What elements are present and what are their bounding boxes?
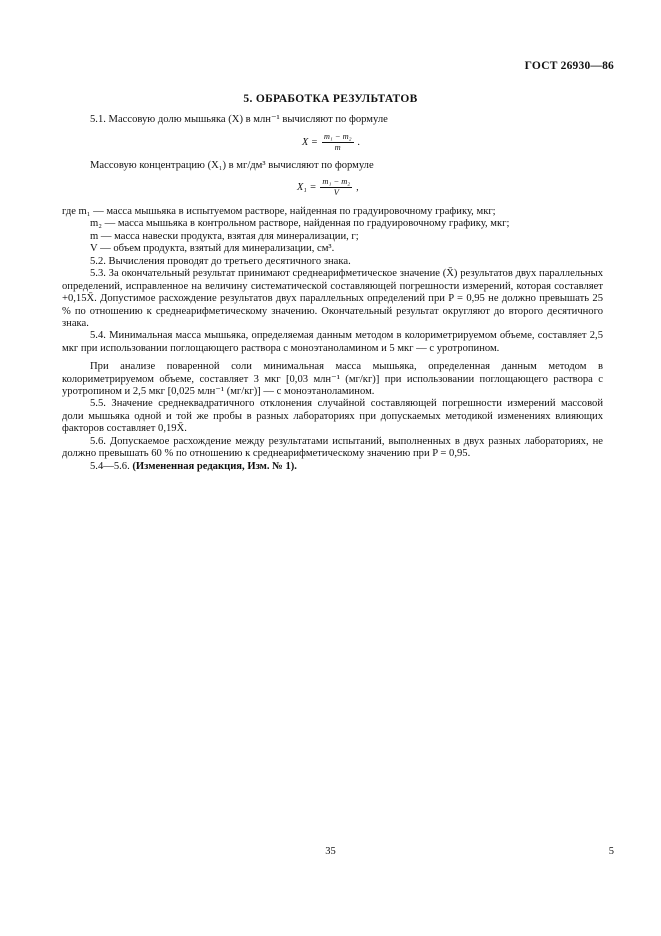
page-number-right: 5: [608, 846, 614, 857]
formula-1-tail: .: [357, 137, 361, 148]
section-title: 5. ОБРАБОТКА РЕЗУЛЬТАТОВ: [243, 93, 418, 105]
paragraph-concentration-text: Массовую концентрацию (X₁) в мг/дм³ вычисляют по формуле: [90, 160, 374, 171]
paragraph-5-5: 5.5. Значение среднеквадратичного отклонения случайной составляющей погрешности измерений массовой доли мышьяка одной и той же пробы в разных лабораториях при допускаемых методикой изменениях влияющих факторов составляет 0,19X̄.: [62, 398, 603, 435]
formula-2-lhs: X₁ =: [297, 182, 317, 193]
page-number-center: 35: [325, 846, 336, 857]
formula-2-denominator: V: [333, 188, 339, 197]
definition-m1: где m₁ — масса мышьяка в испытуемом растворе, найденная по градуировочному графику, мкг;: [62, 206, 496, 217]
paragraph-5-3: 5.3. За окончательный результат принимают среднеарифметическое значение (X̄) результатов двух параллельных определений, исправленное на величину систематической составляющей погрешности измерений, которая составляет +0,15X̄. Допустимое расхождение результатов двух параллельных определений при P = 0,95 не должно превышать 25 % по отношению к среднеарифметическому значению. Окончательный результат округляют до второго десятичного знака.: [62, 268, 603, 330]
document-header: ГОСТ 26930—86: [524, 60, 614, 72]
formula-1-numerator: m₁ − m₂: [323, 132, 352, 141]
paragraph-5-1: [62, 114, 603, 126]
definition-m2: m₂ — масса мышьяка в контрольном растворе, найденная по градуировочному графику, мкг;: [90, 218, 510, 230]
formula-2-fraction: [320, 177, 352, 198]
formula-2-numerator: m₁ − m₂: [322, 177, 351, 186]
formula-1-fraction: [322, 132, 354, 153]
paragraph-5-6: 5.6. Допускаемое расхождение между результатами испытаний, выполненных в двух разных лабораториях, не должно превышать 60 % по отношению к среднеарифметическому значению при P = 0,95.: [62, 435, 603, 460]
paragraph-5-2: 5.2. Вычисления проводят до третьего десятичного знака.: [90, 256, 351, 267]
definition-v: V — объем продукта, взятый для минерализации, см³.: [90, 243, 335, 255]
definition-m: m — масса навески продукта, взятая для минерализации, г;: [90, 230, 359, 242]
paragraphs-5-2-to-5-6: [62, 256, 603, 473]
formula-1-denominator: m: [334, 143, 341, 152]
edition-note-label: (Измененная редакция, Изм. № 1).: [132, 460, 297, 472]
formula-1-lhs: X =: [302, 137, 318, 148]
edition-note-ref: 5.4—5.6.: [90, 460, 130, 472]
paragraph-5-4: 5.4. Минимальная масса мышьяка, определяемая данным методом в колориметрируемом объеме, составляет 2,5 мкг при использовании поглощающего раствора с моноэтаноламином и 5 мкг — с уротропином.: [62, 330, 603, 354]
paragraph-5-4-salt: При анализе поваренной соли минимальная масса мышьяка, определенная данным методом в колориметрируемом объеме, составляет 3 мкг [0,03 млн⁻¹ (мг/кг)] при использовании поглощающего раствора с уротропином и 2,5 мкг [0,025 млн⁻¹ (мг/кг)] — с моноэтаноламином.: [62, 361, 603, 398]
formula-mass-concentration: [297, 177, 359, 198]
formula-2-tail: ,: [356, 182, 359, 193]
paragraph-edition-note: [62, 461, 603, 473]
paragraph-concentration: [62, 160, 603, 172]
paragraph-5-1-text: 5.1. Массовую долю мышьяка (X) в млн⁻¹ вычисляют по формуле: [90, 114, 388, 125]
formula-mass-fraction: [302, 132, 360, 153]
variable-definitions: [62, 206, 603, 256]
